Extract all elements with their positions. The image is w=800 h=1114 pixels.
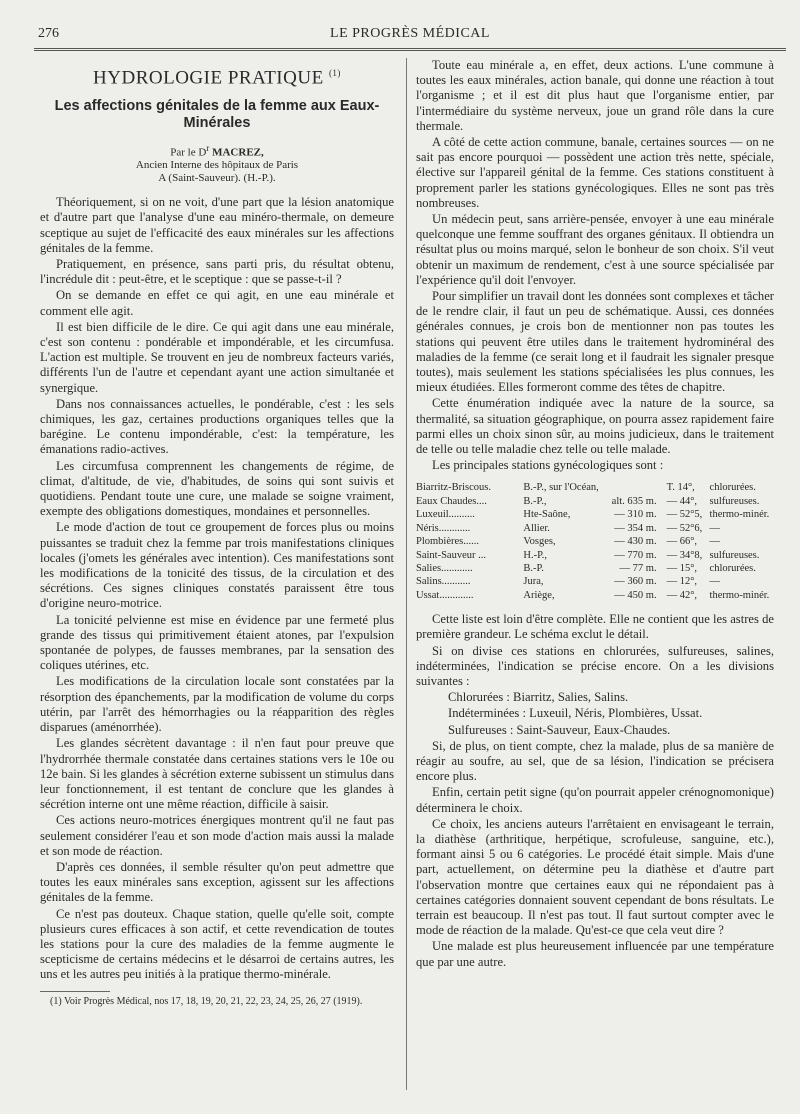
division-line: Indéterminées : Luxeuil, Néris, Plombières, Ussat. xyxy=(448,706,703,721)
station-type: — xyxy=(709,576,721,588)
station-row xyxy=(416,562,774,575)
station-alt: — 77 m. xyxy=(619,562,657,574)
left-column xyxy=(40,58,394,1098)
station-dept: H.-P., xyxy=(523,549,548,561)
paragraph: Dans nos connaissances actuelles, le pondérable, c'est : les sels chimiques, les gaz, certaines productions organiques telles que la barégine. Le contenu impondérable, c'est: la température, les émanations radio-actives. xyxy=(40,396,394,457)
footnote-rule xyxy=(40,991,110,992)
paragraph: Enfin, certain petit signe (qu'on pourrait appeler crénognomonique) déterminera le choix. xyxy=(416,785,774,815)
station-row xyxy=(416,535,774,548)
paragraph: Cette énumération indiquée avec la nature de la source, sa thermalité, sa situation géographique, on pourra assez rapidement faire parmi elles un choix sinon sûr, au moins judicieux, dans le traitement de telle ou telle maladie chez telle ou telle malade. xyxy=(416,396,774,457)
station-row xyxy=(416,481,774,494)
paragraph: Une malade est plus heureusement influencée par une température que par une autre. xyxy=(416,939,774,969)
station-dept: Allier. xyxy=(523,522,550,534)
station-row xyxy=(416,575,774,588)
paragraph: Ce n'est pas douteux. Chaque station, quelle qu'elle soit, compte plusieurs cures efficaces à son actif, et cette revendication de toutes les stations pour la cure des maladies de la femme augmente le scepticisme de certains médecins et le désarroi de certains autres, les uns et les autres peu initiés à la pratique thermo-minérale. xyxy=(40,906,394,982)
paragraph: Si, de plus, on tient compte, chez la malade, plus de sa manière de réagir au soufre, au sel, que de sa lésion, l'indication se précisera encore plus. xyxy=(416,738,774,784)
station-name: Néris............ xyxy=(416,522,471,534)
station-name: Salies............ xyxy=(416,562,473,574)
station-type: — xyxy=(709,522,721,534)
paragraph: Théoriquement, si on ne voit, d'une part que la lésion anatomique et d'autre part que l'analyse d'une eau minéro-thermale, on demeure sceptique au sujet de l'efficacité des eaux minérales sur les affections génitales de la femme. xyxy=(40,195,394,255)
paragraph: Pour simplifier un travail dont les données sont complexes et tâcher de le rendre clair, il faut un peu de schématique. Aussi, ces données générales connues, je crois bon de mentionner non pas toutes les stations qui peuvent être utiles dans le traitement hydrominéral des maladies de la femme (ce serait long et il faudrait les signaler presque toutes), mais seulement les stations spécialisées les plus connues, les mieux étudiées. Elles formeront comme des têtes de chapitre. xyxy=(416,289,774,395)
paragraph: Ce choix, les anciens auteurs l'arrêtaient en envisageant le terrain, la diathèse (arthritique, herpétique, scrofuleuse, sanguine, etc.), formant ainsi 5 ou 6 catégories. Le procédé était simple. Mais d'une part, actuellement, on détermine peu la diathèse et d'autre part l'observation montre que certaines eaux qui ne répondaient pas à certaines catégories donnaient souvent cependant de bons résultats. Le terrain est beaucoup. Il n'est pas tout. Il faut surtout compter avec le mode de réaction de la malade. Qu'est-ce que cela veut dire ? xyxy=(416,816,774,938)
station-type: thermo-minér. xyxy=(709,589,770,601)
station-type: thermo-minér. xyxy=(709,509,770,521)
section-title: HYDROLOGIE PRATIQUE $^{(1)}$ xyxy=(93,67,341,89)
paragraph: Toute eau minérale a, en effet, deux actions. L'une commune à toutes les eaux minérales, action banale, qui donne une réaction à tout l'organisme ; et il est dit plus haut que l'organisme entier, par l'intermédiaire du système nerveux, joue un grand rôle dans la cure thermale. xyxy=(416,58,774,133)
footnote: (1) Voir Progrès Médical, nos 17, 18, 19, 20, 21, 22, 23, 24, 25, 26, 27 (1919). xyxy=(50,995,363,1007)
station-alt: — 450 m. xyxy=(614,589,657,601)
author-name: MACREZ, xyxy=(212,146,264,159)
station-type: chlorurées. xyxy=(709,482,756,494)
station-temp: — 52°6, xyxy=(666,522,703,534)
division-line: Sulfureuses : Saint-Sauveur, Eaux-Chaudes. xyxy=(448,722,671,737)
station-dept: B.-P. xyxy=(523,562,544,574)
station-dept: Hte-Saône, xyxy=(523,509,571,521)
station-dept: Ariège, xyxy=(523,589,555,601)
divisions-list xyxy=(416,690,774,738)
column-divider xyxy=(406,58,407,1090)
byline: Par le $D^r$ MACREZ, Ancien Interne des hôpitaux de Paris A (Saint-Sauveur). (H.-P.). xyxy=(40,142,394,186)
station-temp: — 44°, xyxy=(666,495,698,507)
station-alt: alt. 635 m. xyxy=(611,495,657,507)
station-temp: T. 14°, xyxy=(666,482,695,494)
stations-table xyxy=(416,481,774,602)
paragraph: Le mode d'action de tout ce groupement de forces plus ou moins puissantes se traduit chez la femme par trois manifestations cliniques locales (j'omets les générales avec intention). Ces manifestations sont les modifications de la tonicité des tissus, de la circulation et des sécrétions. Ces signes cliniques constatés paraissent être tous d'origine neuro-motrice. xyxy=(40,520,394,611)
station-temp: — 42°, xyxy=(666,589,698,601)
article-title: Les affections génitales de la femme aux Eaux-Minérales xyxy=(54,97,380,131)
right-body-b xyxy=(416,612,774,689)
author-affiliation: Ancien Interne des hôpitaux de Paris xyxy=(135,159,299,172)
paragraph: On se demande en effet ce qui agit, en une eau minérale et comment elle agit. xyxy=(40,288,394,318)
station-name: Salins........... xyxy=(416,576,471,588)
running-header xyxy=(34,22,786,51)
station-name: Biarritz-Briscous. xyxy=(416,482,491,494)
station-alt: — 770 m. xyxy=(614,549,657,561)
station-type: sulfureuses. xyxy=(709,549,760,561)
right-body-a xyxy=(416,58,774,473)
right-body-c xyxy=(416,739,774,970)
station-name: Eaux Chaudes.... xyxy=(416,495,487,507)
journal-title: LE PROGRÈS MÉDICAL xyxy=(330,26,490,41)
station-alt: — 354 m. xyxy=(614,522,657,534)
station-name: Plombières...... xyxy=(416,536,479,548)
paragraph: Si on divise ces stations en chlorurées, sulfureuses, salines, indéterminées, l'indication se précise encore. On a les divisions suivantes : xyxy=(416,643,774,688)
station-name: Ussat............. xyxy=(416,589,474,601)
station-alt xyxy=(602,481,666,494)
station-type: chlorurées. xyxy=(709,562,756,574)
station-alt: — 360 m. xyxy=(614,576,657,588)
left-body xyxy=(40,195,394,982)
station-dept: B.-P., xyxy=(523,495,547,507)
paragraph: Les circumfusa comprennent les changements de régime, de climat, d'altitude, de vie, d'habitudes, de soins qui sont suivis et quotidiens. Pendant toute une cure, une malade se soigne vraiment, exempte des obligations domestiques, mondaines et personnelles. xyxy=(40,458,394,519)
author-location: A (Saint-Sauveur). (H.-P.). xyxy=(158,172,276,185)
station-temp: — 66°, xyxy=(666,536,698,548)
paragraph: Il est bien difficile de le dire. Ce qui agit dans une eau minérale, c'est son contenu : pondérable et impondérable, et les circumfusa. L'action est multiple. Se trouvent en jeu de nombreux facteurs variés, différents l'un de l'autre et cependant ayant une action simultanée et synergique. xyxy=(40,319,394,395)
station-dept: Vosges, xyxy=(523,536,556,548)
paragraph: Les glandes sécrètent davantage : il n'en faut pour preuve que l'hydrorrhée thermale constatée dans certaines stations vers le 10e ou 12e bain. Si les glandes à sécrétion externe subissent un stimulus dans leur fonctionnement, il est tentant de conclure que les glandes à sécrétion interne ont une même réaction, difficile à saisir. xyxy=(40,736,394,812)
station-row xyxy=(416,508,774,521)
station-dept: B.-P., sur l'Océan, xyxy=(523,482,599,494)
paragraph: La tonicité pelvienne est mise en évidence par une fermeté plus grande des tissus qui primitivement étaient atones, par l'expulsion spontanée de polypes, de fausses membranes, par la sensation des coliques utérines, etc. xyxy=(40,612,394,673)
paragraph: Cette liste est loin d'être complète. Elle ne contient que les astres de première grandeur. Le schéma exclut le détail. xyxy=(416,612,774,642)
station-row xyxy=(416,495,774,508)
station-temp: — 52°5, xyxy=(666,509,703,521)
station-temp: — 15°, xyxy=(666,562,698,574)
division-line: Chlorurées : Biarritz, Salies, Salins. xyxy=(448,690,629,705)
station-name: Luxeuil.......... xyxy=(416,509,475,521)
footnote-mark: (1) xyxy=(328,68,341,78)
right-column xyxy=(416,58,774,1098)
station-row xyxy=(416,549,774,562)
paragraph: D'après ces données, il semble résulter qu'on peut admettre que toutes les eaux minérales sans exception, agissent sur les affections génitales de la femme. xyxy=(40,859,394,905)
station-temp: — 34°8, xyxy=(666,549,703,561)
station-row xyxy=(416,589,774,602)
station-row xyxy=(416,522,774,535)
paragraph: Pratiquement, en présence, sans parti pris, du résultat obtenu, l'incrédule dit : peut-être, et le sceptique : que se passe-t-il ? xyxy=(40,257,394,287)
station-type: — xyxy=(709,536,721,548)
station-alt: — 430 m. xyxy=(614,536,657,548)
paragraph: Ces actions neuro-motrices énergiques montrent qu'il ne faut pas seulement considérer l'eau et son mode d'action mais aussi la malade et son mode de réaction. xyxy=(40,813,394,858)
station-alt: — 310 m. xyxy=(614,509,657,521)
paragraph: A côté de cette action commune, banale, certaines sources — on ne sait pas encore pourquoi — possèdent une action très nette, spéciale, élective sur l'appareil génital de la femme. Ces stations constituent à proprement parler les stations gynécologiques. Elles ne sont pas très nombreuses. xyxy=(416,135,774,210)
station-dept: Jura, xyxy=(523,576,544,588)
station-temp: — 12°, xyxy=(666,576,698,588)
paragraph: Les modifications de la circulation locale sont constatées par la résorption des épanchements, par la modification de volume du corps utérin, par l'arrêt des hémorrhagies ou la réapparition des règles disparues (aménorrhée). xyxy=(40,674,394,735)
station-name: Saint-Sauveur ... xyxy=(416,549,486,561)
page-number: 276 xyxy=(38,26,59,41)
paragraph: Les principales stations gynécologiques sont : xyxy=(432,458,664,473)
paragraph: Un médecin peut, sans arrière-pensée, envoyer à une eau minérale quelconque une femme souffrant des organes génitaux. Il obtiendra un résultat plus ou moins marqué, selon le bonheur de son choix. S'il veut obtenir un maximum de rendement, c'est à une source spécialisée par l'expérience qu'il doit l'envoyer. xyxy=(416,212,774,287)
station-type: sulfureuses. xyxy=(709,495,760,507)
